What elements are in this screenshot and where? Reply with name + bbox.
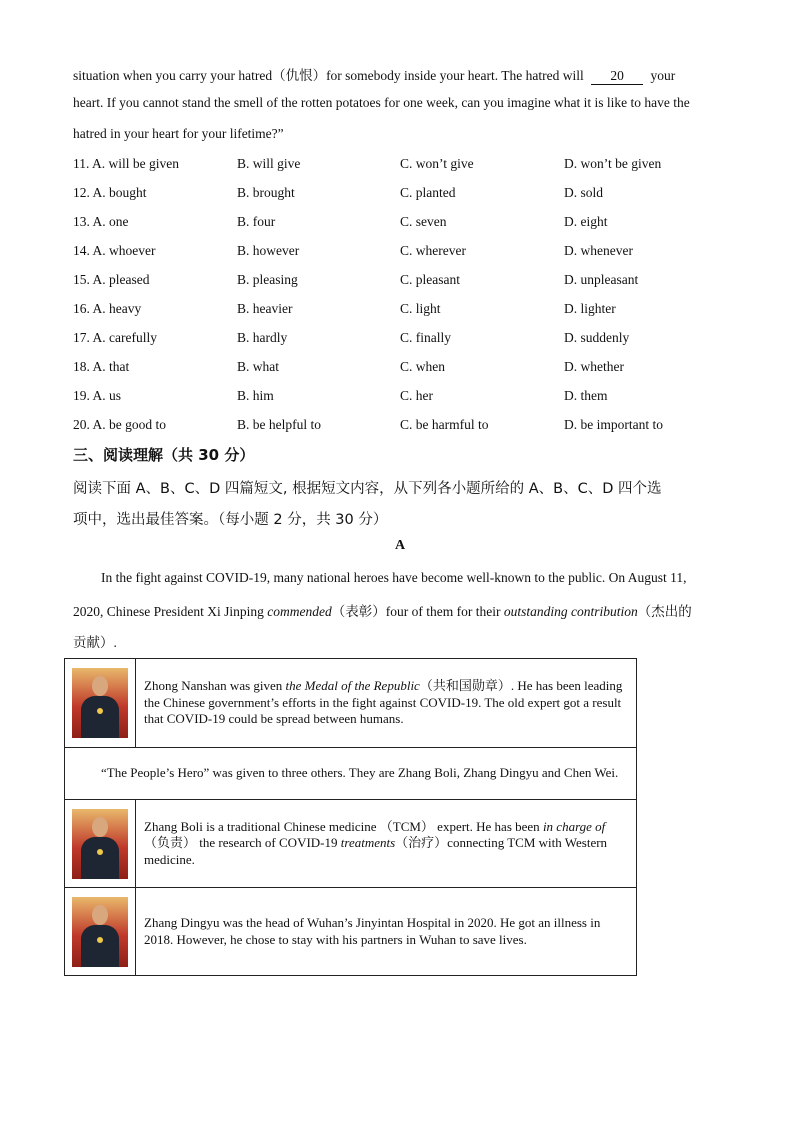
description-cell <box>65 748 637 800</box>
cell-text: Zhang Boli is a traditional Chinese medicine （TCM） expert. He has been <box>144 818 543 834</box>
passage-text: your <box>650 68 676 83</box>
question-row <box>73 243 733 263</box>
option-b: B. however <box>237 243 300 258</box>
option-d: D. whenever <box>564 243 633 258</box>
option-a: 19. A. us <box>73 388 122 403</box>
question-row <box>73 185 733 205</box>
portrait-zhang-dingyu <box>72 897 128 967</box>
passage-a-line-2 <box>73 600 692 620</box>
option-c: C. pleasant <box>400 272 460 287</box>
option-a: 20. A. be good to <box>73 417 166 432</box>
option-c: C. be harmful to <box>400 417 489 432</box>
option-d: D. whether <box>564 359 624 374</box>
question-row <box>73 359 733 379</box>
instruction-line-1: 阅读下面 A、B、C、D 四篇短文, 根据短文内容，从下列各小题所给的 A、B、C、D 四个选 <box>73 481 662 497</box>
option-d: D. eight <box>564 214 608 229</box>
photo-cell <box>65 800 136 888</box>
passage-line-3: hatred in your heart for your lifetime?” <box>73 126 284 141</box>
photo-cell <box>65 888 136 976</box>
description-cell: Zhang Dingyu was the head of Wuhan’s Jinyintan Hospital in 2020. He got an illness in 2018. However, he chose to stay with his partners in Wuhan to save lives. <box>136 888 637 976</box>
blank-20: 20 <box>591 68 643 85</box>
option-b: B. him <box>237 388 274 403</box>
emphasis-text: outstanding contribution <box>503 604 638 619</box>
passage-text: situation when you carry your hatred（仇恨）for somebody inside your heart. The hatred will <box>73 68 584 83</box>
option-b: B. brought <box>237 185 295 200</box>
emphasis-text: the Medal of the Republic <box>285 678 420 694</box>
option-a: 11. A. will be given <box>73 156 179 171</box>
description-cell <box>136 800 637 888</box>
option-c: C. her <box>400 388 433 403</box>
question-row <box>73 388 733 408</box>
portrait-zhong-nanshan <box>72 668 128 738</box>
heroes-table <box>64 658 637 976</box>
emphasis-text: in charge of <box>542 818 606 834</box>
table-row <box>65 659 637 748</box>
option-b: B. hardly <box>237 330 288 345</box>
question-row <box>73 417 733 437</box>
cell-text: （治疗）connecting TCM with Western medicine. <box>144 835 608 867</box>
passage-line-1 <box>73 64 675 85</box>
passage-text: （杰出的 <box>637 604 692 619</box>
cell-text: （共和国勋章）. He has been leading the Chinese government’s efforts in the fight against COVID-19. The old expert got a result that COVID-19 could be spread between humans. <box>144 678 623 727</box>
option-a: 18. A. that <box>73 359 130 374</box>
option-c: C. wherever <box>400 243 466 258</box>
table-row <box>65 800 637 888</box>
cell-text: （负责） the research of COVID-19 <box>144 835 341 851</box>
portrait-zhang-boli <box>72 809 128 879</box>
question-row <box>73 214 733 234</box>
question-row <box>73 301 733 321</box>
passage-text: 2020, Chinese President Xi Jinping <box>73 604 268 619</box>
option-d: D. sold <box>564 185 604 200</box>
section-heading: 三、阅读理解（共 30 分） <box>73 446 255 464</box>
option-d: D. won’t be given <box>564 156 662 171</box>
cell-text: Zhong Nanshan was given <box>144 678 286 694</box>
emphasis-text: commended <box>267 604 332 619</box>
option-c: C. seven <box>400 214 447 229</box>
option-d: D. be important to <box>564 417 663 432</box>
question-row <box>73 330 733 350</box>
passage-a-line-1: In the fight against COVID-19, many national heroes have become well-known to the public. On August 11, <box>101 570 687 585</box>
description-cell <box>136 659 637 748</box>
option-b: B. heavier <box>237 301 293 316</box>
question-row <box>73 156 733 176</box>
option-b: B. be helpful to <box>237 417 321 432</box>
passage-line-2: heart. If you cannot stand the smell of the rotten potatoes for one week, can you imagine what it is like to have the <box>73 95 690 110</box>
cell-text: “The People’s Hero” was given to three others. They are Zhang Boli, Zhang Dingyu and Chen Wei. <box>101 765 619 781</box>
option-a: 14. A. whoever <box>73 243 156 258</box>
table-row <box>65 748 637 800</box>
option-a: 17. A. carefully <box>73 330 157 345</box>
option-d: D. unpleasant <box>564 272 639 287</box>
option-c: C. planted <box>400 185 456 200</box>
passage-label: A <box>394 538 406 553</box>
passage-a-line-3: 贡献）. <box>73 635 117 650</box>
question-row <box>73 272 733 292</box>
table-row <box>65 888 637 976</box>
option-d: D. lighter <box>564 301 616 316</box>
photo-cell <box>65 659 136 748</box>
option-c: C. when <box>400 359 445 374</box>
instruction-line-2: 项中，选出最佳答案。（每小题 2 分，共 30 分） <box>73 512 388 528</box>
option-a: 16. A. heavy <box>73 301 142 316</box>
option-b: B. will give <box>237 156 301 171</box>
option-a: 15. A. pleased <box>73 272 150 287</box>
option-a: 12. A. bought <box>73 185 147 200</box>
option-d: D. them <box>564 388 608 403</box>
option-c: C. won’t give <box>400 156 474 171</box>
option-b: B. pleasing <box>237 272 298 287</box>
option-d: D. suddenly <box>564 330 630 345</box>
option-b: B. four <box>237 214 276 229</box>
passage-text: （表彰）four of them for their <box>331 604 504 619</box>
option-c: C. light <box>400 301 441 316</box>
option-a: 13. A. one <box>73 214 129 229</box>
option-b: B. what <box>237 359 279 374</box>
emphasis-text: treatments <box>340 835 396 851</box>
option-c: C. finally <box>400 330 451 345</box>
